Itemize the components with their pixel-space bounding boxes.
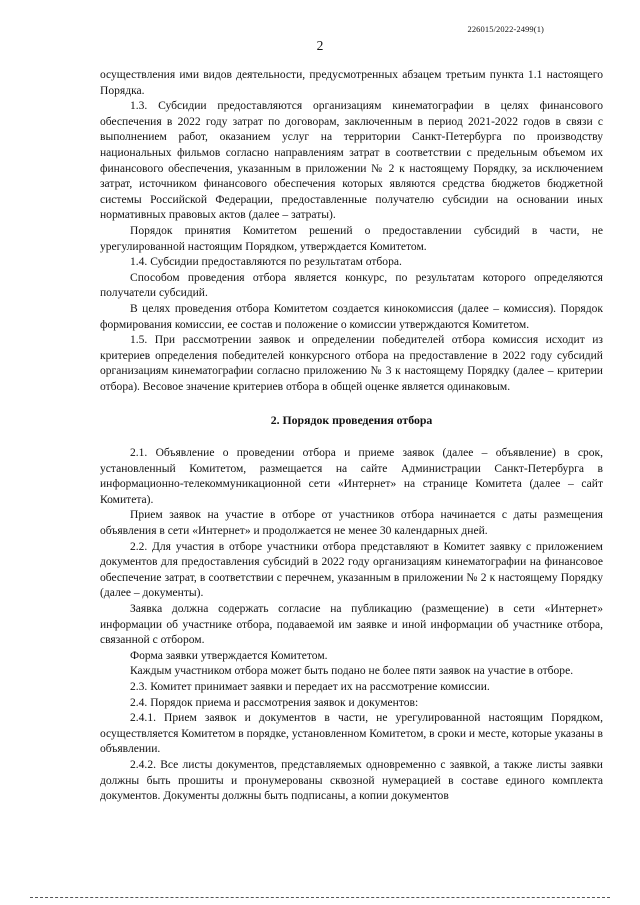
paragraph-2-4: 2.4. Порядок приема и рассмотрения заявок и документов: xyxy=(130,696,419,709)
page-number: 2 xyxy=(316,38,324,53)
paragraph-commission: В целях проведения отбора Комитетом создается кинокомиссия (далее – комиссия). Порядок формирования комиссии, ее состав и положение о комиссии утверждаются Комитетом. xyxy=(100,302,603,331)
paragraph-decision-procedure: Порядок принятия Комитетом решений о предоставлении субсидий в части, не урегулированной настоящим Порядком, утверждается Комитетом. xyxy=(100,224,603,253)
paragraph-2-2: 2.2. Для участия в отборе участники отбора представляют в Комитет заявку с приложением документов для предоставления субсидий в 2022 году организациям кинематографии на финансовое обеспечение затрат, в соответствии с перечнем, указанным в приложении № 2 к настоящему Порядку (далее – документы). xyxy=(100,540,603,600)
paragraph-continuation: осуществления ими видов деятельности, предусмотренных абзацем третьим пункта 1.1 настоящего Порядка. xyxy=(100,69,603,97)
paragraph-1-4: 1.4. Субсидии предоставляются по результатам отбора. xyxy=(130,256,402,269)
paragraph-limit: Каждым участником отбора может быть подано не более пяти заявок на участие в отборе. xyxy=(130,665,574,678)
paragraph-form: Форма заявки утверждается Комитетом. xyxy=(130,649,328,662)
scan-edge-line xyxy=(30,897,610,899)
paragraph-2-4-1: 2.4.1. Прием заявок и документов в части, не урегулированной настоящим Порядком, осуществляется Комитетом в порядке, установленном Комитетом, в сроки и месте, которые указаны в объявлении. xyxy=(100,712,603,756)
paragraph-application-period: Прием заявок на участие в отборе от участников отбора начинается с даты размещения объявления в сети «Интернет» и продолжается не менее 30 календарных дней. xyxy=(100,509,603,538)
document-number: 226015/2022-2499(1) xyxy=(467,24,544,34)
section-2-heading: 2. Порядок проведения отбора xyxy=(270,413,433,428)
paragraph-selection-method: Способом проведения отбора является конкурс, по результатам которого определяются получатели субсидий. xyxy=(100,271,603,300)
paragraph-consent: Заявка должна содержать согласие на публикацию (размещение) в сети «Интернет» информации об участнике отбора, подаваемой им заявке и иной информации об участнике отбора, связанной с отбором. xyxy=(100,603,603,647)
paragraph-2-3: 2.3. Комитет принимает заявки и передает их на рассмотрение комиссии. xyxy=(130,680,490,693)
document-body xyxy=(100,68,603,805)
paragraph-2-1: 2.1. Объявление о проведении отбора и приеме заявок (далее – объявление) в срок, установленный Комитетом, размещается на сайте Администрации Санкт-Петербурга в информационно-телекоммуникационной сети «Интернет» на странице Комитета (далее – сайт Комитета). xyxy=(100,447,603,506)
paragraph-1-5: 1.5. При рассмотрении заявок и определении победителей отбора комиссия исходит из критериев определения победителей конкурсного отбора на предоставление в 2022 году субсидий организациям кинематографии согласно приложению № 3 к настоящему Порядку (далее – критерии отбора). Весовое значение критериев отбора в общей оценке является одинаковым. xyxy=(100,334,603,393)
paragraph-1-3: 1.3. Субсидии предоставляются организациям кинематографии в целях финансового обеспечения в 2022 году затрат по договорам, заключенным в период 2021-2022 годов в связи с выполнением работ, оказанием услуг на территории Санкт-Петербурга по производству национальных фильмов согласно направлениям затрат в соответствии с предельным объемом их финансового обеспечения, указанным в приложении № 2 к настоящему Порядку, за исключением затрат, источником финансового обеспечения которых являются средства бюджетов бюджетной системы Российской Федерации, предоставленные получателю субсидии на основании иных нормативных правовых актов (далее – затраты). xyxy=(100,100,603,222)
paragraph-2-4-2: 2.4.2. Все листы документов, представляемых одновременно с заявкой, а также листы заявки должны быть прошиты и пронумерованы сквозной нумерацией в составе единого комплекта документов. Документы должны быть подписаны, а копии документов xyxy=(100,758,603,803)
